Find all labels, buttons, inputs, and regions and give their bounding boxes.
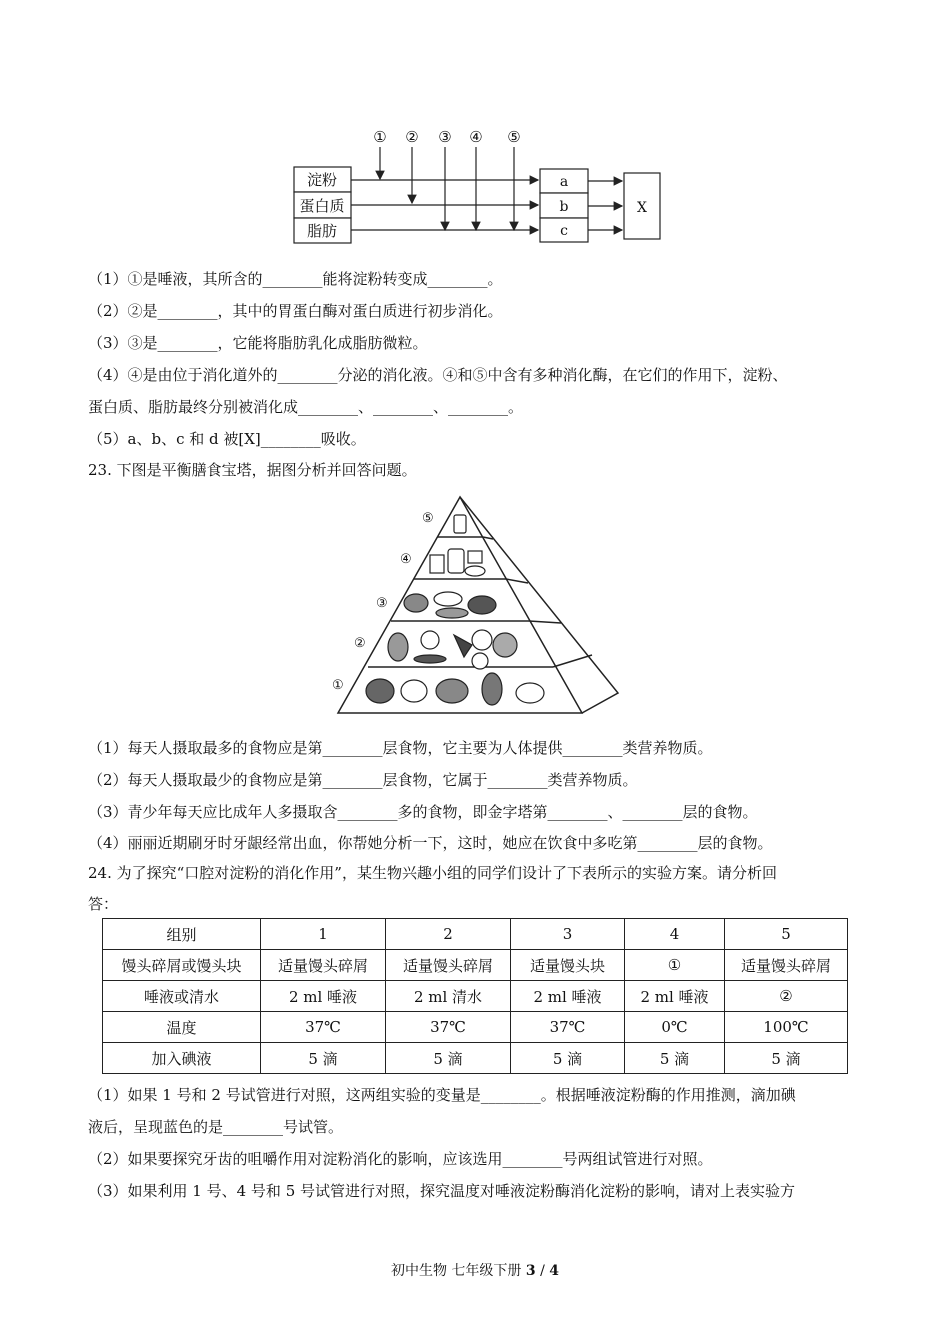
pyramid-label-5: ⑤ <box>422 511 434 526</box>
digestion-diagram <box>290 125 670 250</box>
q24-title: 24. 为了探究“口腔对淀粉的消化作用”，某生物兴趣小组的同学们设计了下表所示的实验方案。请分析回 <box>88 864 777 882</box>
page-number: 3 <box>525 1263 536 1279</box>
label-protein: 蛋白质 <box>299 197 345 215</box>
q22-item-2: （2）②是________，其中的胃蛋白酶对蛋白质进行初步消化。 <box>88 302 503 320</box>
table-cell: 温度 <box>103 1012 261 1043</box>
q23-item-4: （4）丽丽近期刷牙时牙龈经常出血，你帮她分析一下，这时，她应在饮食中多吃第________层的食物。 <box>88 834 773 852</box>
circle-label-4: ④ <box>469 128 483 146</box>
pyramid-label-4: ④ <box>400 552 412 567</box>
q24-item-1: （1）如果 1 号和 2 号试管进行对照，这两组实验的变量是________。根据唾液淀粉酶的作用推测，滴加碘 <box>88 1086 796 1104</box>
table-cell: 适量馒头碎屑 <box>725 950 848 981</box>
q23-item-1: （1）每天人摄取最多的食物应是第________层食物，它主要为人体提供________类营养物质。 <box>88 739 713 757</box>
q24-item-1-cont: 液后，呈现蓝色的是________号试管。 <box>88 1118 344 1136</box>
q22-item-4: （4）④是由位于消化道外的________分泌的消化液。④和⑤中含有多种消化酶，在它们的作用下，淀粉、 <box>88 366 788 384</box>
experiment-table <box>102 918 848 1074</box>
table-cell: 适量馒头块 <box>511 950 625 981</box>
footer-sep: / <box>535 1263 550 1279</box>
table-cell: 37℃ <box>386 1012 511 1043</box>
table-cell: ① <box>625 950 725 981</box>
q22-item-4-cont: 蛋白质、脂肪最终分别被消化成________、________、________。 <box>88 398 524 416</box>
table-cell: 100℃ <box>725 1012 848 1043</box>
table-cell: 3 <box>511 919 625 950</box>
footer-text: 初中生物 七年级下册 <box>390 1263 526 1279</box>
label-c: c <box>560 223 568 239</box>
label-starch: 淀粉 <box>306 171 338 189</box>
table-cell: 适量馒头碎屑 <box>261 950 386 981</box>
pyramid-label-3: ③ <box>376 596 388 611</box>
q24-item-2: （2）如果要探究牙齿的咀嚼作用对淀粉消化的影响，应该选用________号两组试管进行对照。 <box>88 1150 713 1168</box>
table-cell: 5 滴 <box>386 1043 511 1074</box>
circle-label-3: ③ <box>438 128 452 146</box>
table-cell: 1 <box>261 919 386 950</box>
table-cell: 组别 <box>103 919 261 950</box>
pyramid-label-1: ① <box>332 678 344 693</box>
table-cell: ② <box>725 981 848 1012</box>
label-b: b <box>559 199 569 215</box>
pyramid-label-2: ② <box>354 636 366 651</box>
table-cell: 5 滴 <box>725 1043 848 1074</box>
circle-label-5: ⑤ <box>507 128 521 146</box>
table-cell: 2 ml 唾液 <box>261 981 386 1012</box>
table-row <box>103 950 848 981</box>
label-a: a <box>559 174 569 190</box>
table-row <box>103 981 848 1012</box>
q24-item-3: （3）如果利用 1 号、4 号和 5 号试管进行对照，探究温度对唾液淀粉酶消化淀粉的影响，请对上表实验方 <box>88 1182 796 1200</box>
table-cell: 37℃ <box>511 1012 625 1043</box>
table-cell: 5 滴 <box>511 1043 625 1074</box>
table-cell: 2 ml 唾液 <box>511 981 625 1012</box>
table-row <box>103 1043 848 1074</box>
table-cell: 加入碘液 <box>103 1043 261 1074</box>
table-cell: 馒头碎屑或馒头块 <box>103 950 261 981</box>
label-fat: 脂肪 <box>306 222 338 240</box>
circle-label-1: ① <box>373 128 387 146</box>
q23-item-3: （3）青少年每天应比成年人多摄取含________多的食物，即金字塔第________、________层的食物。 <box>88 803 758 821</box>
table-cell: 2 <box>386 919 511 950</box>
table-cell: 2 ml 清水 <box>386 981 511 1012</box>
table-cell: 0℃ <box>625 1012 725 1043</box>
q22-item-5: （5）a、b、c 和 d 被[X]________吸收。 <box>88 430 366 448</box>
circle-label-2: ② <box>405 128 419 146</box>
q23-title: 23. 下图是平衡膳食宝塔，据图分析并回答问题。 <box>88 461 417 479</box>
page-footer <box>0 1260 950 1280</box>
table-cell: 适量馒头碎屑 <box>386 950 511 981</box>
q22-item-1: （1）①是唾液，其所含的________能将淀粉转变成________。 <box>88 270 503 288</box>
table-cell: 2 ml 唾液 <box>625 981 725 1012</box>
q24-title-cont: 答： <box>88 895 119 913</box>
table-cell: 4 <box>625 919 725 950</box>
table-cell: 37℃ <box>261 1012 386 1043</box>
page-total: 4 <box>549 1263 560 1279</box>
table-cell: 5 <box>725 919 848 950</box>
food-pyramid <box>330 495 620 717</box>
table-cell: 5 滴 <box>625 1043 725 1074</box>
table-row <box>103 919 848 950</box>
table-cell: 唾液或清水 <box>103 981 261 1012</box>
label-x: X <box>637 200 647 216</box>
table-cell: 5 滴 <box>261 1043 386 1074</box>
q23-item-2: （2）每天人摄取最少的食物应是第________层食物，它属于________类营养物质。 <box>88 771 638 789</box>
table-row <box>103 1012 848 1043</box>
q22-item-3: （3）③是________，它能将脂肪乳化成脂肪微粒。 <box>88 334 428 352</box>
